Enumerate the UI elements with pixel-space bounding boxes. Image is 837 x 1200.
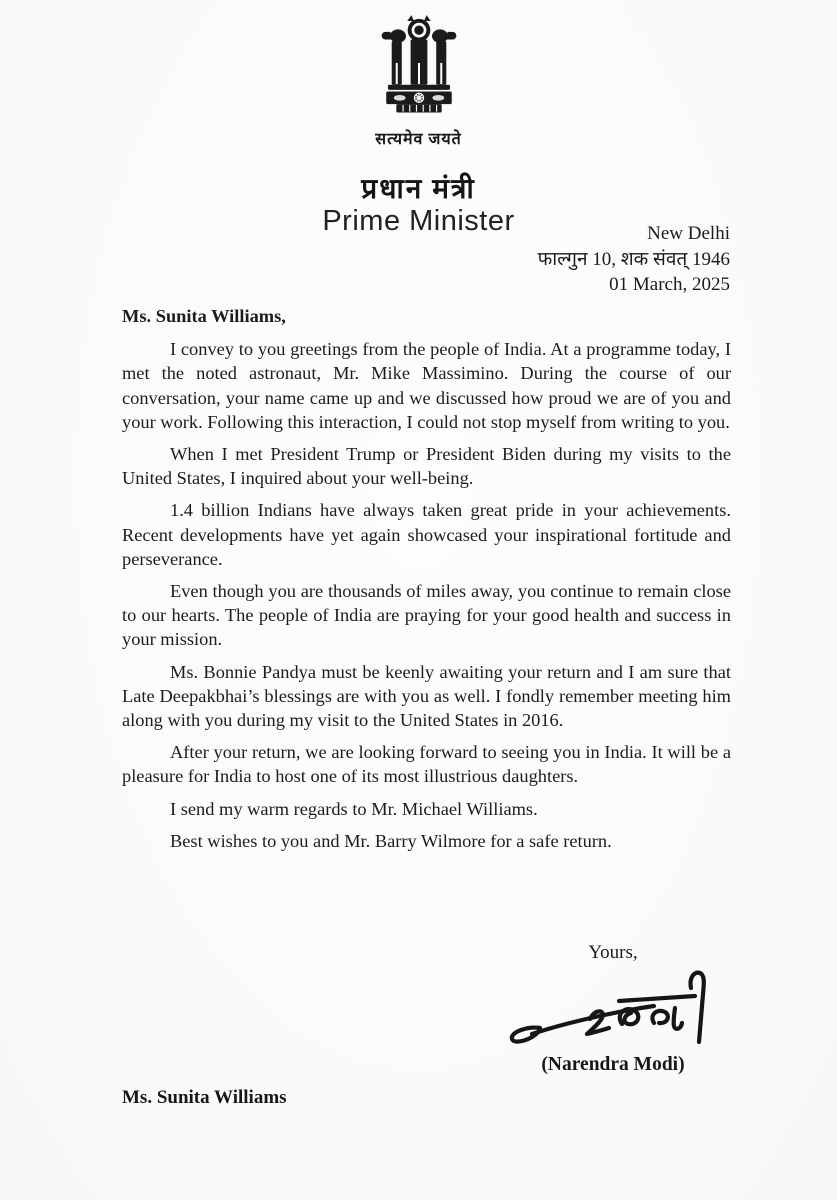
letterhead [0, 12, 837, 238]
letter-paragraph: After your return, we are looking forward to seeing you in India. It will be a pleasure for India to host one of its most illustrious daughters. [122, 742, 731, 787]
recipient-footer: Ms. Sunita Williams [122, 1087, 287, 1108]
letter-paragraph: I send my warm regards to Mr. Michael Williams. [170, 798, 538, 819]
letterhead-title-english: Prime Minister [322, 205, 515, 237]
dateline [538, 221, 730, 298]
letter-paragraph: Best wishes to you and Mr. Barry Wilmore for a safe return. [170, 830, 612, 851]
dateline-place: New Delhi [647, 223, 730, 244]
salutation: Ms. Sunita Williams, [122, 306, 286, 326]
dateline-saka-date: फाल्गुन 10, शक संवत् 1946 [537, 248, 730, 270]
letter-paragraph: When I met President Trump or President Biden during my visits to the United States, I inquired about your well-being. [122, 444, 731, 489]
valediction: Yours, [588, 942, 638, 963]
lion-capital-of-ashoka-emblem-icon [0, 12, 837, 124]
letter-paragraph: 1.4 billion Indians have always taken great pride in your achievements. Recent developments have yet again showcased your inspirational fortitude and perseverance. [122, 500, 731, 569]
dateline-gregorian-date: 01 March, 2025 [609, 274, 730, 295]
letter-body [122, 304, 731, 861]
letter-paragraph: I convey to you greetings from the people of India. At a programme today, I met the noted astronaut, Mr. Mike Massimino. During the course of our conversation, your name came up and we discussed how proud we are of you and your work. Following this interaction, I could not stop myself from writing to you. [122, 339, 731, 432]
letterhead-title-hindi: प्रधान मंत्री [361, 174, 476, 205]
signatory-name: (Narendra Modi) [541, 1054, 685, 1075]
letter-paragraph: Ms. Bonnie Pandya must be keenly awaiting your return and I am sure that Late Deepakbhai’s blessings are with you as well. I fondly remember meeting him along with you during my visit to the United States in 2016. [122, 661, 731, 731]
narendra-modi-signature-icon [492, 966, 728, 1054]
letter-paragraph: Even though you are thousands of miles away, you continue to remain close to our hearts. The people of India are praying for your good health and success in your mission. [122, 581, 731, 650]
closing-block [498, 942, 728, 1076]
emblem-motto: सत्यमेव जयते [375, 131, 462, 148]
